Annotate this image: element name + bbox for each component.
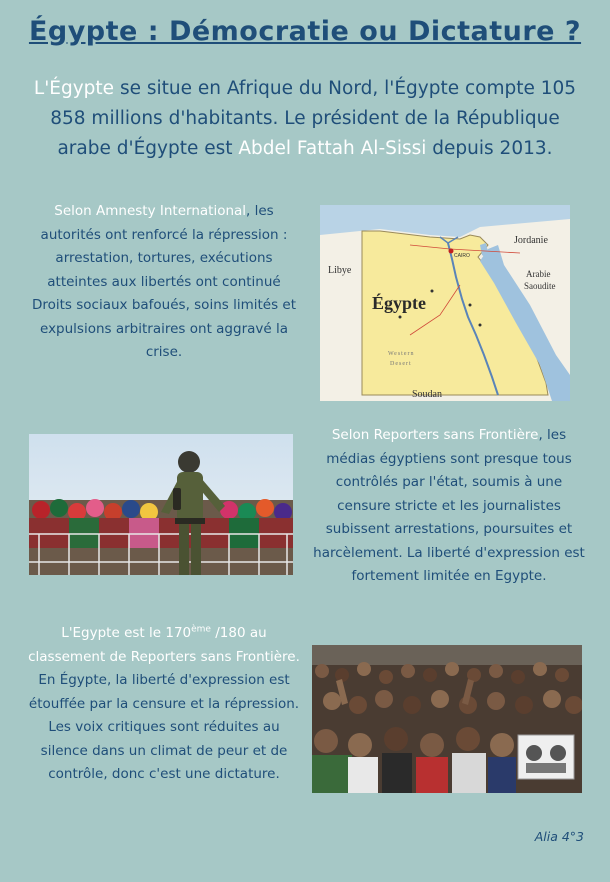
protest-crowd-photo [312,645,582,793]
ranking-text [28,625,300,665]
rsf-paragraph [308,424,590,589]
map-country-label: Égypte [372,293,426,313]
rsf-source: Selon Reporters sans Frontière [331,427,539,443]
jordan-label: Jordanie [514,235,548,246]
author-signature: Alia 4°3 [534,829,584,844]
intro-country: L'Égypte [33,78,115,99]
rsf-text: , les médias égyptiens sont presque tous contrôlés par l'état, soumis à une censure stricte et les journalistes subissent arrestations, poursuites et harcèlement. La liberté d'expression est fortement limitée en Egypte. [313,427,585,584]
egypt-map-image [320,205,570,401]
soldier-crowd-photo [29,434,293,575]
ranking-sup: ème [191,624,211,635]
page-title: Égypte : Démocratie ou Dictature ? [28,16,582,47]
conclusion-text: En Égypte, la liberté d'expression est étouffée par la censure et la répression. Les voix critiques sont réduites au silence dans un climat de peur et de contrôle, donc c'est une dictature. [28,672,300,782]
president-name: Abdel Fattah Al-Sissi [238,138,427,159]
desert-label-2: Desert [390,361,412,367]
intro-paragraph [28,74,582,164]
sudan-label: Soudan [412,389,442,400]
desert-label-1: Western [388,351,415,357]
saudi-label-1: Arabie [526,269,551,279]
amnesty-text: , les autorités ont renforcé la répression : arrestation, tortures, exécutions atteintes aux libertés ont continué Droits sociaux bafoués, soins limités et expulsions arbitraires ont aggravé la crise. [31,203,297,360]
intro-text-2: depuis 2013. [426,138,553,159]
cairo-label: CAIRO [454,253,470,259]
intro-text-1: se situe en Afrique du Nord, l'Égypte compte 105 858 millions d'habitants. Le président de la République arabe d'Égypte est [50,78,577,159]
ranking-prefix: L'Egypte est le 170 [61,625,192,641]
ranking-suffix: /180 au classement de Reporters sans Frontière. [28,625,300,665]
amnesty-paragraph [26,200,302,365]
saudi-label-2: Saoudite [524,281,556,291]
libya-label: Libye [328,265,352,276]
ranking-paragraph [26,622,302,787]
amnesty-source: Selon Amnesty International [54,203,247,219]
